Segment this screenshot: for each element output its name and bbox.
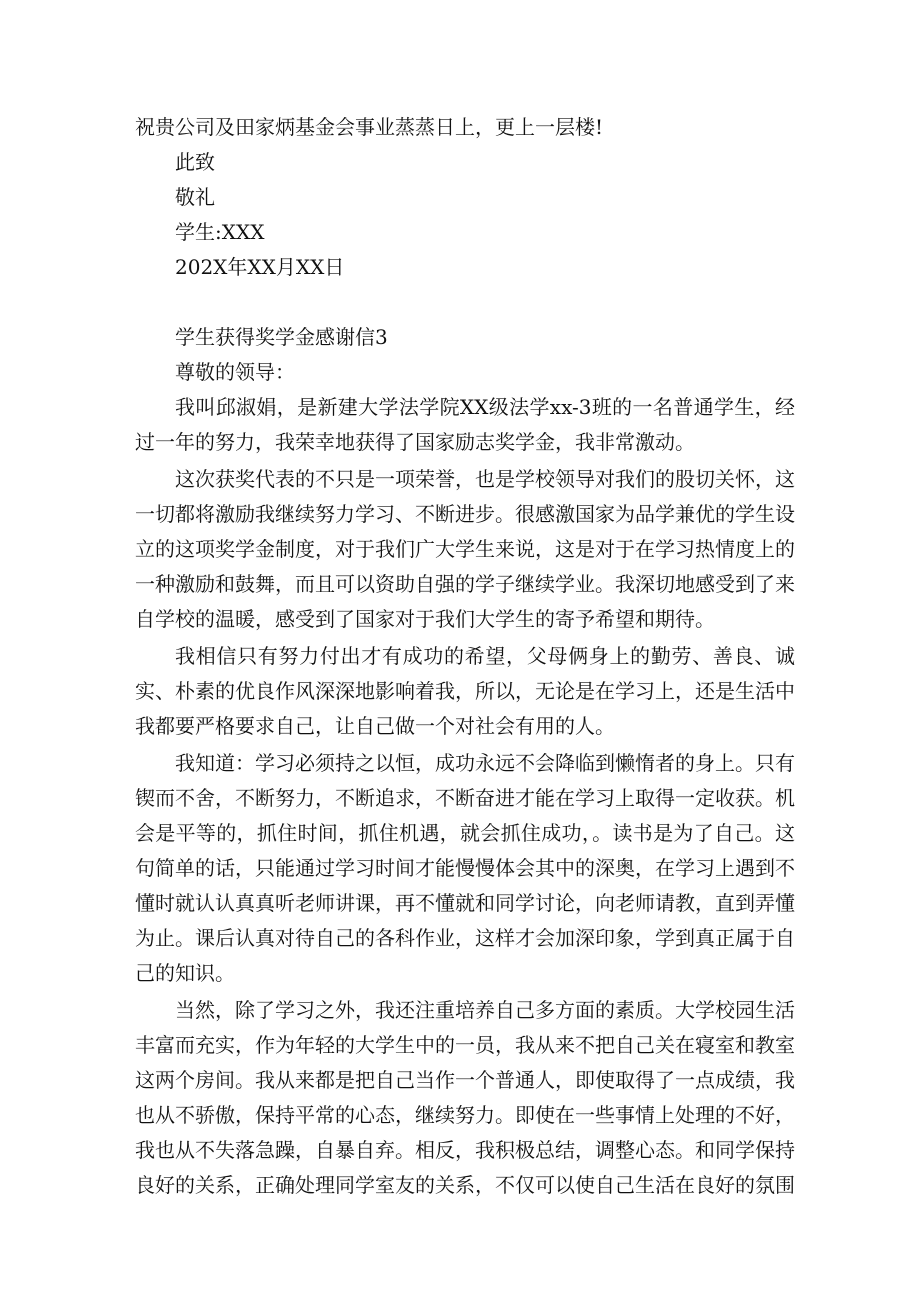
section-gap [135, 285, 795, 320]
body-paragraph: 我相信只有努力付出才有成功的希望，父母俩身上的勤劳、善良、诚实、朴素的优良作风深深地影响着我，所以，无论是在学习上，还是生活中我都要严格要求自己，让自己做一个对社会有用的人。 [135, 644, 795, 738]
signature-date: 202X年XX月XX日 [175, 255, 345, 279]
body-paragraph: 当然，除了学习之外，我还注重培养自己多方面的素质。大学校园生活丰富而充实，作为年轻的大学生中的一员，我从来不把自己关在寝室和教室这两个房间。我从来都是把自己当作一个普通人，即使取得了一点成绩，我也从不骄傲，保持平常的心态，继续努力。即使在一些事情上处理的不好，我也从不失落急躁，自暴自弃。相反，我积极总结，调整心态。和同学保持良好的关系，正确处理同学室友的关系，不仅可以使自己生活在良好的氛围 [135, 998, 795, 1197]
closing-wish: 祝贵公司及田家炳基金会事业蒸蒸日上，更上一层楼! [135, 115, 604, 139]
body-paragraph: 我知道：学习必须持之以恒，成功永远不会降临到懒惰者的身上。只有锲而不舍，不断努力，不断追求，不断奋进才能在学习上取得一定收获。机会是平等的，抓住时间，抓住机遇，就会抓住成功，。读书是为了自己。这句简单的话，只能通过学习时间才能慢慢体会其中的深奥，在学习上遇到不懂时就认认真真听老师讲课，再不懂就和同学讨论，向老师请教，直到弄懂为止。课后认真对待自己的各科作业，这样才会加深印象，学到真正属于自己的知识。 [135, 751, 795, 985]
closing-phrase-1: 此致 [175, 150, 215, 174]
body-paragraph: 这次获奖代表的不只是一项荣誉，也是学校领导对我们的股切关怀，这一切都将激励我继续努力学习、不断进步。很感激国家为品学兼优的学生设立的这项奖学金制度，对于我们广大学生来说，这是对于在学习热情度上的一种激励和鼓舞，而且可以资助自强的学子继续学业。我深切地感受到了来自学校的温暖，感受到了国家对于我们大学生的寄予希望和期待。 [135, 467, 795, 631]
signature: 学生:XXX [175, 220, 265, 244]
body-paragraph: 我叫邱淑娟，是新建大学法学院XX级法学xx-3班的一名普通学生，经过一年的努力，我荣幸地获得了国家励志奖学金，我非常激动。 [135, 395, 795, 454]
document-page [135, 110, 795, 1205]
letter-salutation: 尊敬的领导： [175, 360, 295, 384]
letter-title: 学生获得奖学金感谢信3 [175, 325, 388, 349]
closing-phrase-2: 敬礼 [175, 185, 215, 209]
